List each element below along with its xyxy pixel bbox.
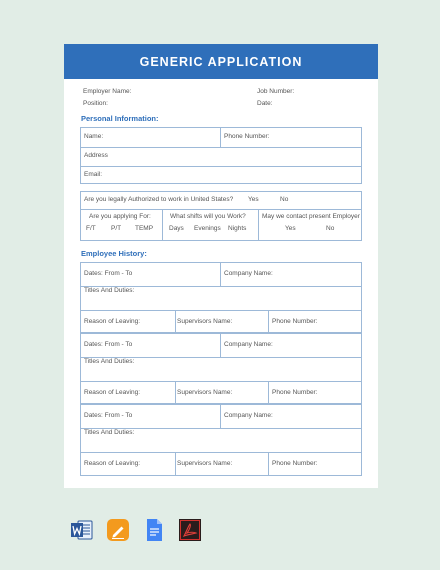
date-label: Date: — [257, 100, 273, 107]
employer-phone-field[interactable]: Phone Number: — [272, 389, 318, 396]
company-name-field[interactable]: Company Name: — [224, 412, 273, 419]
google-docs-icon[interactable] — [142, 518, 166, 542]
dates-from-to-field[interactable]: Dates: From - To — [84, 412, 133, 419]
authorized-question: Are you legally Authorized to work in United States? — [84, 196, 234, 203]
position-label: Position: — [83, 100, 108, 107]
employer-phone-field[interactable]: Phone Number: — [272, 318, 318, 325]
authorized-yes-option[interactable]: Yes — [248, 196, 259, 203]
form-title: GENERIC APPLICATION — [139, 54, 303, 69]
employer-name-label: Employer Name: — [83, 88, 132, 95]
column-divider — [175, 310, 176, 333]
row-divider — [80, 147, 362, 148]
application-form-sheet — [64, 44, 378, 488]
phone-number-field[interactable]: Phone Number: — [224, 133, 270, 140]
row-divider — [80, 381, 362, 382]
employee-history-heading: Employee History: — [81, 249, 147, 258]
evenings-option[interactable]: Evenings — [194, 225, 221, 232]
part-time-option[interactable]: P/T — [111, 225, 122, 232]
email-field[interactable]: Email: — [84, 171, 103, 178]
word-icon[interactable] — [70, 518, 94, 542]
job-number-label: Job Number: — [257, 88, 295, 95]
supervisor-name-field[interactable]: Supervisors Name: — [177, 460, 233, 467]
column-divider — [175, 381, 176, 404]
shifts-question: What shifts will you Work? — [170, 213, 246, 220]
applying-for-question: Are you applying For: — [89, 213, 151, 220]
form-title-banner — [64, 44, 378, 79]
row-divider — [80, 209, 362, 210]
pdf-icon[interactable] — [178, 518, 202, 542]
contact-yes-option[interactable]: Yes — [285, 225, 296, 232]
supervisor-name-field[interactable]: Supervisors Name: — [177, 318, 233, 325]
days-option[interactable]: Days — [169, 225, 184, 232]
authorized-no-option[interactable]: No — [280, 196, 289, 203]
personal-info-heading: Personal Information: — [81, 114, 159, 123]
column-divider — [268, 310, 269, 333]
row-divider — [80, 166, 362, 167]
reason-leaving-field[interactable]: Reason of Leaving: — [84, 318, 141, 325]
column-divider — [268, 381, 269, 404]
temp-option[interactable]: TEMP — [135, 225, 154, 232]
contact-no-option[interactable]: No — [326, 225, 335, 232]
company-name-field[interactable]: Company Name: — [224, 270, 273, 277]
full-time-option[interactable]: F/T — [86, 225, 96, 232]
dates-from-to-field[interactable]: Dates: From - To — [84, 270, 133, 277]
column-divider — [162, 209, 163, 241]
address-field[interactable]: Address — [84, 152, 108, 159]
titles-duties-field[interactable]: Titles And Duties: — [84, 287, 135, 294]
name-field[interactable]: Name: — [84, 133, 104, 140]
column-divider — [258, 209, 259, 241]
column-divider — [220, 262, 221, 286]
nights-option[interactable]: Nights — [228, 225, 247, 232]
personal-info-table — [80, 127, 362, 184]
column-divider — [175, 452, 176, 476]
pages-icon[interactable] — [106, 518, 130, 542]
row-divider — [80, 310, 362, 311]
contact-employer-question: May we contact present Employer — [262, 213, 360, 220]
company-name-field[interactable]: Company Name: — [224, 341, 273, 348]
reason-leaving-field[interactable]: Reason of Leaving: — [84, 460, 141, 467]
titles-duties-field[interactable]: Titles And Duties: — [84, 358, 135, 365]
column-divider — [268, 452, 269, 476]
column-divider — [220, 127, 221, 147]
supervisor-name-field[interactable]: Supervisors Name: — [177, 389, 233, 396]
row-divider — [80, 452, 362, 453]
format-icons-row — [70, 518, 202, 542]
column-divider — [220, 333, 221, 357]
reason-leaving-field[interactable]: Reason of Leaving: — [84, 389, 141, 396]
employer-phone-field[interactable]: Phone Number: — [272, 460, 318, 467]
column-divider — [220, 404, 221, 428]
titles-duties-field[interactable]: Titles And Duties: — [84, 429, 135, 436]
dates-from-to-field[interactable]: Dates: From - To — [84, 341, 133, 348]
